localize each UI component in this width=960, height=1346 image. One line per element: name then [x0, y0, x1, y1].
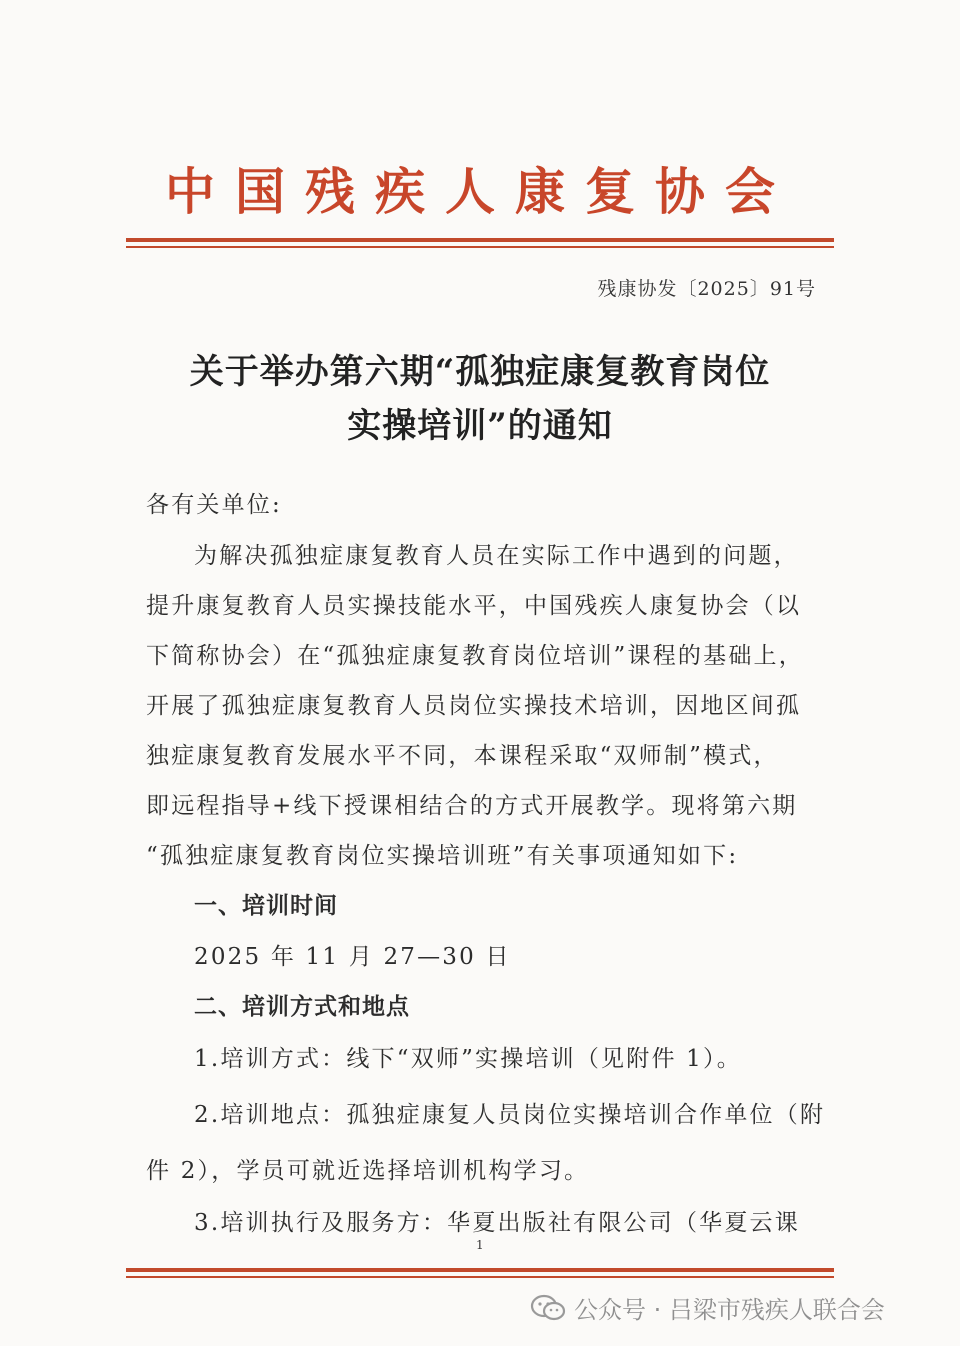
- paragraph-line: 独症康复教育发展水平不同，本课程采取“双师制”模式，: [146, 743, 779, 769]
- salutation: 各有关单位:: [146, 492, 282, 518]
- watermark-text: 公众号 · 吕梁市残疾人联合会: [574, 1296, 885, 1324]
- training-date: 2025 年 11 月 27—30 日: [194, 944, 511, 970]
- training-location-item: 2.培训地点：孤独症康复人员岗位实操培训合作单位（附: [194, 1102, 826, 1128]
- training-method-item: 1.培训方式：线下“双师”实操培训（见附件 1）。: [194, 1046, 742, 1072]
- paragraph-line: 下简称协会）在“孤独症康复教育岗位培训”课程的基础上，: [146, 643, 804, 669]
- training-location-item-continued: 件 2），学员可就近选择培训机构学习。: [146, 1158, 590, 1184]
- wechat-icon: [530, 1294, 566, 1322]
- footer-rule-thin: [126, 1276, 834, 1278]
- footer-rule-thick: [126, 1268, 834, 1272]
- page-number: 1: [476, 1238, 484, 1252]
- wechat-watermark: [530, 1290, 885, 1325]
- document-title-line-1: 关于举办第六期“孤独症康复教育岗位: [189, 352, 771, 392]
- organization-header: 中国残疾人康复协会: [165, 162, 795, 221]
- document-number: 残康协发〔2025〕91号: [597, 278, 816, 300]
- paragraph-line: 即远程指导+线下授课相结合的方式开展教学。现将第六期: [146, 793, 798, 819]
- paragraph-line: 为解决孤独症康复教育人员在实际工作中遇到的问题，: [194, 543, 799, 569]
- paragraph-line: “孤独症康复教育岗位实操培训班”有关事项通知如下:: [146, 843, 739, 869]
- training-provider-item: 3.培训执行及服务方：华夏出版社有限公司（华夏云课: [194, 1210, 800, 1236]
- header-rule-thick: [126, 238, 834, 242]
- paragraph-line: 开展了孤独症康复教育人员岗位实操技术培训，因地区间孤: [146, 693, 802, 719]
- header-rule-thin: [126, 246, 834, 248]
- section-heading-training-time: 一、培训时间: [194, 893, 338, 919]
- document-title-line-2: 实操培训”的通知: [347, 406, 613, 446]
- section-heading-method-location: 二、培训方式和地点: [194, 994, 410, 1020]
- paragraph-line: 提升康复教育人员实操技能水平，中国残疾人康复协会（以: [146, 593, 802, 619]
